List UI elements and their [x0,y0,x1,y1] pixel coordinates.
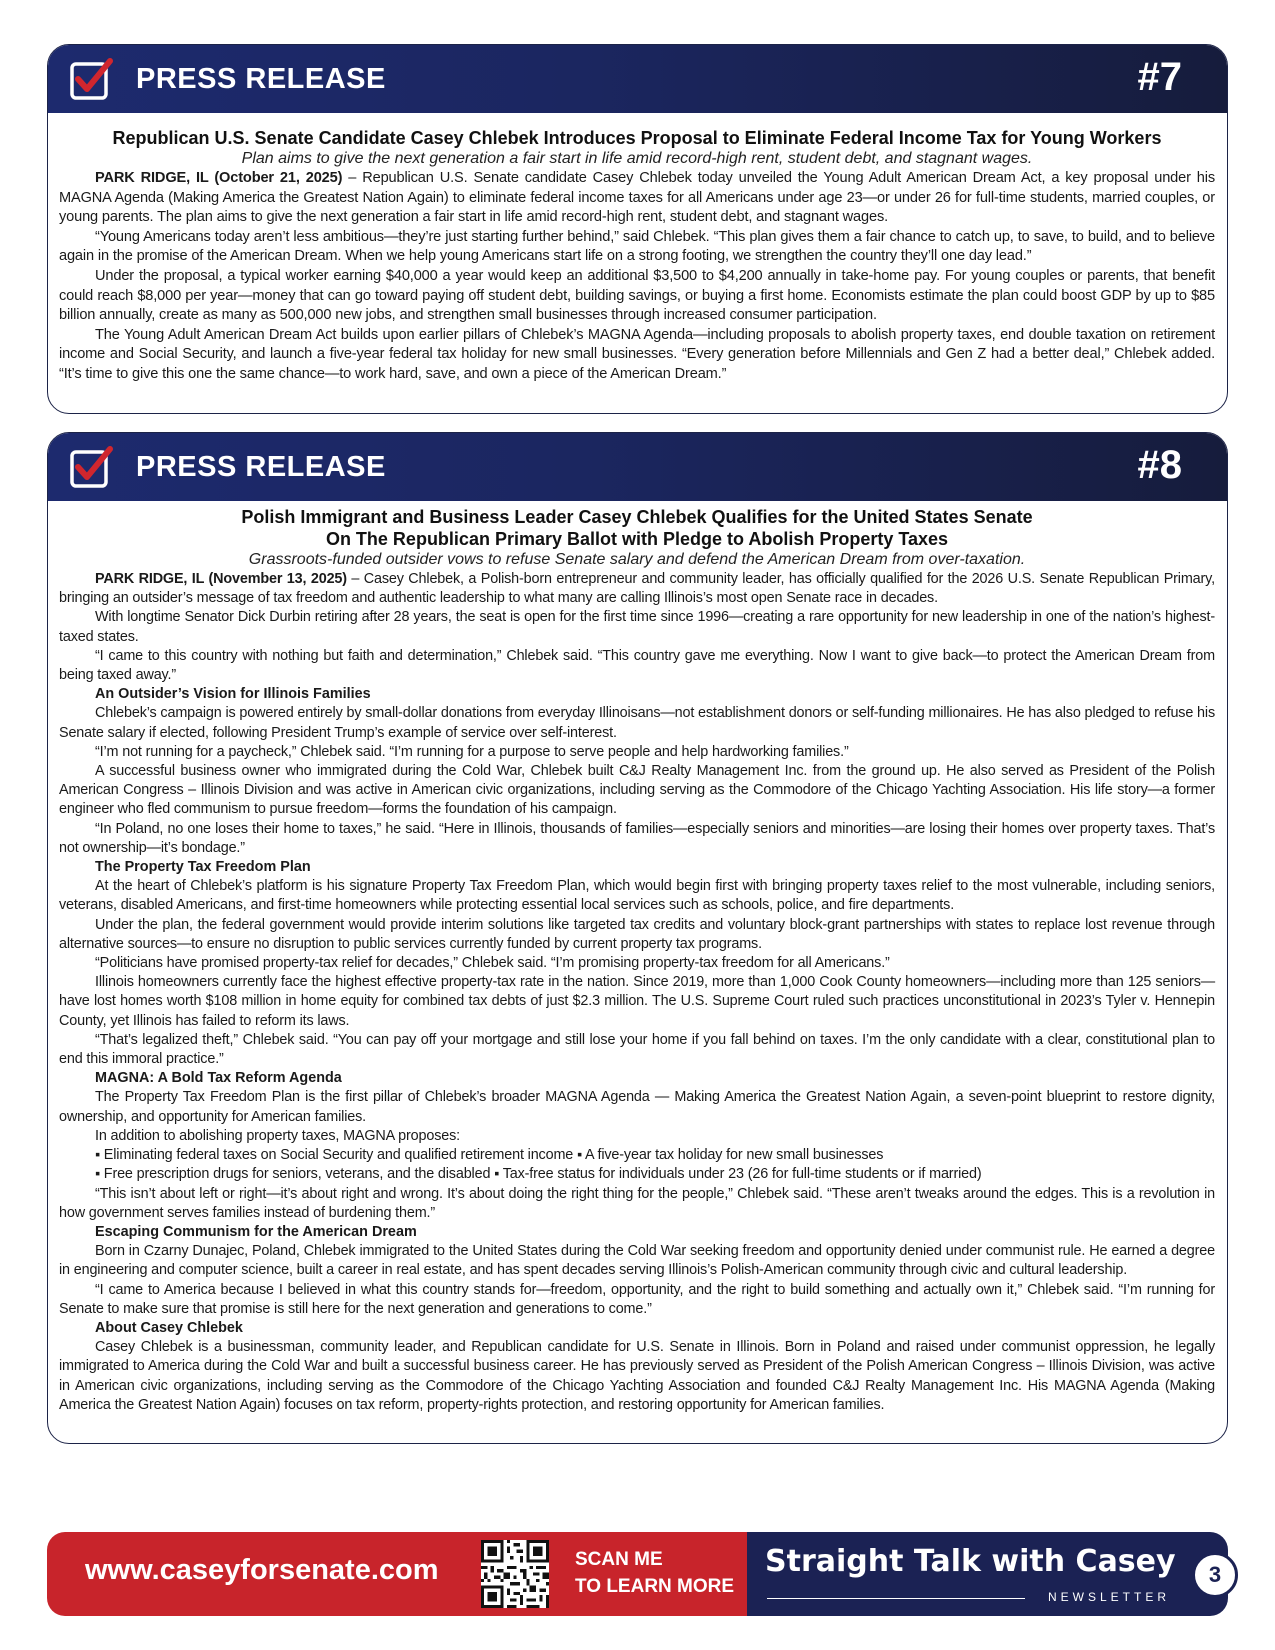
paragraph: “I came to this country with nothing but faith and determination,” Chlebek said. “This country gave me everything. Now I want to give back—to protect the American Dream from being taxed away.” [59,647,1215,684]
bullet-line: ▪ Eliminating federal taxes on Social Security and qualified retirement income ▪ A five-year tax holiday for new small businesses [95,1147,884,1164]
release-title-line-2: On The Republican Primary Ballot with Pledge to Abolish Property Taxes [325,529,949,549]
paragraph: “I came to America because I believed in what this country stands for—freedom, opportunity, and the right to build something and actually own it,” Chlebek said. “I’m running for Senate to make sure that promise is still here for the next generation and generations to come.” [59,1281,1215,1317]
qr-code-icon[interactable] [481,1540,549,1608]
section-heading: MAGNA: A Bold Tax Reform Agenda [95,1070,342,1087]
checkbox-check-icon [70,58,114,102]
section-heading: Escaping Communism for the American Dream [95,1223,417,1240]
scan-me-text: SCAN ME TO LEARN MORE [575,1549,735,1597]
paragraph: Under the proposal, a typical worker earning $40,000 a year would keep an additional $3,500 to $4,200 annually in take-home pay. For young couples or parents, that benefit could reach $8,000 per year—money that can go toward paying off student debt, building savings, or buying a first home. Economists estimate the plan could boost GDP by up to $85 billion annually, create as many as 500,000 new jobs, and strengthen small businesses through increased consumer participation. [59,267,1215,324]
paragraph: PARK RIDGE, IL (October 21, 2025) – Republican U.S. Senate candidate Casey Chlebek today unveiled the Young Adult American Dream Act, a key proposal under his MAGNA Agenda (Making America the Greatest Nation Again) to eliminate federal income taxes for all Americans under age 23—or under 26 for full-time students, married couples, or young parents. The plan aims to give the next generation a fair start in life amid record-high rent, student debt, and stagnant wages. [59,170,1216,226]
paragraph: With longtime Senator Dick Durbin retiring after 28 years, the seat is open for the first time since 1996—creating a rare opportunity for new leadership in one of the nation’s highest-taxed states. [59,609,1215,645]
paragraph: Casey Chlebek is a businessman, community leader, and Republican candidate for U.S. Senate in Illinois. Born in Poland and raised under communist oppression, he legally immigrated to America during the Cold War and built a successful business career. He has previously served as President of the Polish American Congress – Illinois Division, was active in American civic organizations, including serving as the Commodore of the Chicago Yachting Association and founded C&J Realty Management Inc. His MAGNA Agenda (Making America the Greatest Nation Again) focuses on tax reform, property-rights protection, and restoring opportunity for American families. [59,1339,1215,1413]
newsletter-label: NEWSLETTER [1047,1590,1170,1604]
press-release-7 [47,44,1228,414]
paragraph: “I’m not running for a paycheck,” Chlebek said. “I’m running for a purpose to serve people and help hardworking families.” [95,743,849,760]
paragraph: “In Poland, no one loses their home to taxes,” he said. “Here in Illinois, thousands of families—especially seniors and minorities—are losing their homes over property taxes. That’s not ownership—it’s bondage.” [59,820,1215,856]
paragraph: A successful business owner who immigrated during the Cold War, Chlebek built C&J Realty Management Inc. from the ground up. He also served as President of the Polish American Congress – Illinois Division and was active in American civic organizations, including serving as the Commodore of the Chicago Yachting Association. His life story—a former engineer who fled communism to pursue freedom—forms the foundation of his campaign. [59,763,1215,818]
section-heading: The Property Tax Freedom Plan [95,859,311,876]
footer-right [747,1532,1228,1616]
release-number: #7 [1137,55,1182,99]
paragraph: Chlebek’s campaign is powered entirely by small-dollar donations from everyday Illinoisans—not establishment donors or self-funding millionaires. He has also pledged to refuse his Senate salary if elected, following President Trump’s example of service over self-interest. [59,705,1215,741]
release-subtitle: Plan aims to give the next generation a fair start in life amid record-high rent, student debt, and stagnant wages. [241,150,1033,167]
paragraph: “That’s legalized theft,” Chlebek said. “You can pay off your mortgage and still lose your home if you fall behind on taxes. I’m the only candidate with a clear, constitutional plan to end this immoral practice.” [59,1031,1215,1068]
page-number: 3 [1192,1552,1238,1598]
website-link[interactable]: www.caseyforsenate.com [85,1554,439,1586]
divider-line [767,1598,1025,1599]
paragraph: In addition to abolishing property taxes, MAGNA proposes: [95,1127,461,1144]
footer-banner [47,1532,1228,1616]
dateline: PARK RIDGE, IL (November 13, 2025) [95,571,347,587]
paragraph: Under the plan, the federal government would provide interim solutions like targeted tax credits and voluntary block-grant partnerships with states to replace lost revenue through alternative sources—to ensure no disruption to public services currently funded by current property tax programs. [59,916,1215,952]
footer-left [47,1532,747,1616]
section-heading: An Outsider’s Vision for Illinois Families [95,686,371,703]
dateline: PARK RIDGE, IL (October 21, 2025) [95,170,343,186]
press-release-header [48,45,1227,113]
release-subtitle: Grassroots-funded outsider vows to refuse Senate salary and defend the American Dream from over-taxation. [248,551,1026,568]
release-number: #8 [1137,443,1182,487]
press-release-8 [47,432,1228,1444]
section-heading: About Casey Chlebek [95,1319,243,1336]
paragraph: PARK RIDGE, IL (November 13, 2025) – Casey Chlebek, a Polish-born entrepreneur and community leader, has officially qualified for the 2026 U.S. Senate Republican Primary, bringing an outsider’s message of tax freedom and authentic leadership to what many are calling Illinois’s most open Senate race in decades. [59,571,1215,607]
paragraph: “This isn’t about left or right—it’s about right and wrong. It’s about doing the right thing for the people,” Chlebek said. “These aren’t tweaks around the edges. This is a revolution in how government serves families instead of burdening them.” [59,1185,1215,1221]
checkbox-check-icon [70,446,114,490]
release-title: Republican U.S. Senate Candidate Casey Chlebek Introduces Proposal to Eliminate Federal Income Tax for Young Workers [112,128,1162,148]
paragraph: Born in Czarny Dunajec, Poland, Chlebek immigrated to the United States during the Cold War seeking freedom and opportunity denied under communist rule. He earned a degree in engineering and computer science, built a career in real estate, and has spent decades serving Illinois’s Polish-American community through civic and cultural leadership. [59,1243,1215,1279]
bullet-line: ▪ Free prescription drugs for seniors, veterans, and the disabled ▪ Tax-free status for individuals under 23 (26 for full-time students or if married) [95,1166,982,1183]
release-title-line-1: Polish Immigrant and Business Leader Casey Chlebek Qualifies for the United States Senate [241,507,1033,527]
paragraph: The Property Tax Freedom Plan is the first pillar of Chlebek’s broader MAGNA Agenda — Making America the Greatest Nation Again, a seven-point blueprint to restore dignity, ownership, and opportunity for American families. [59,1089,1215,1125]
paragraph: “Politicians have promised property-tax relief for decades,” Chlebek said. “I’m promising property-tax freedom for all Americans.” [95,955,890,972]
paragraph: The Young Adult American Dream Act builds upon earlier pillars of Chlebek’s MAGNA Agenda—including proposals to abolish property taxes, end double taxation on retirement income and Social Security, and launch a five-year federal tax holiday for new small businesses. “Every generation before Millennials and Gen Z had a better deal,” Chlebek added. “It’s time to give this one the same chance—to work hard, save, and own a piece of the American Dream.” [59,326,1215,382]
header-label: PRESS RELEASE [136,451,386,483]
newsletter-title: Straight Talk with Casey [765,1544,1176,1579]
header-label: PRESS RELEASE [136,63,386,95]
paragraph: “Young Americans today aren’t less ambitious—they’re just starting further behind,” said Chlebek. “This plan gives them a fair chance to catch up, to save, to build, and to believe again in the promise of the American Dream. When we help young Americans start life on a strong footing, we strengthen the country they’ll one day lead.” [59,228,1215,265]
paragraph: At the heart of Chlebek’s platform is his signature Property Tax Freedom Plan, which would begin first with bringing property taxes relief to the most vulnerable, including seniors, veterans, disabled Americans, and first-time homeowners while protecting essential local services such as schools, police, and fire departments. [59,878,1215,914]
paragraph: Illinois homeowners currently face the highest effective property-tax rate in the nation. Since 2019, more than 1,000 Cook County homeowners—including more than 125 seniors—have lost homes worth $108 million in home equity for combined tax debts of just $2.3 million. The U.S. Supreme Court ruled such practices unconstitutional in 2023’s Tyler v. Hennepin County, yet Illinois has failed to reform its laws. [59,974,1215,1029]
press-release-header [48,433,1227,501]
